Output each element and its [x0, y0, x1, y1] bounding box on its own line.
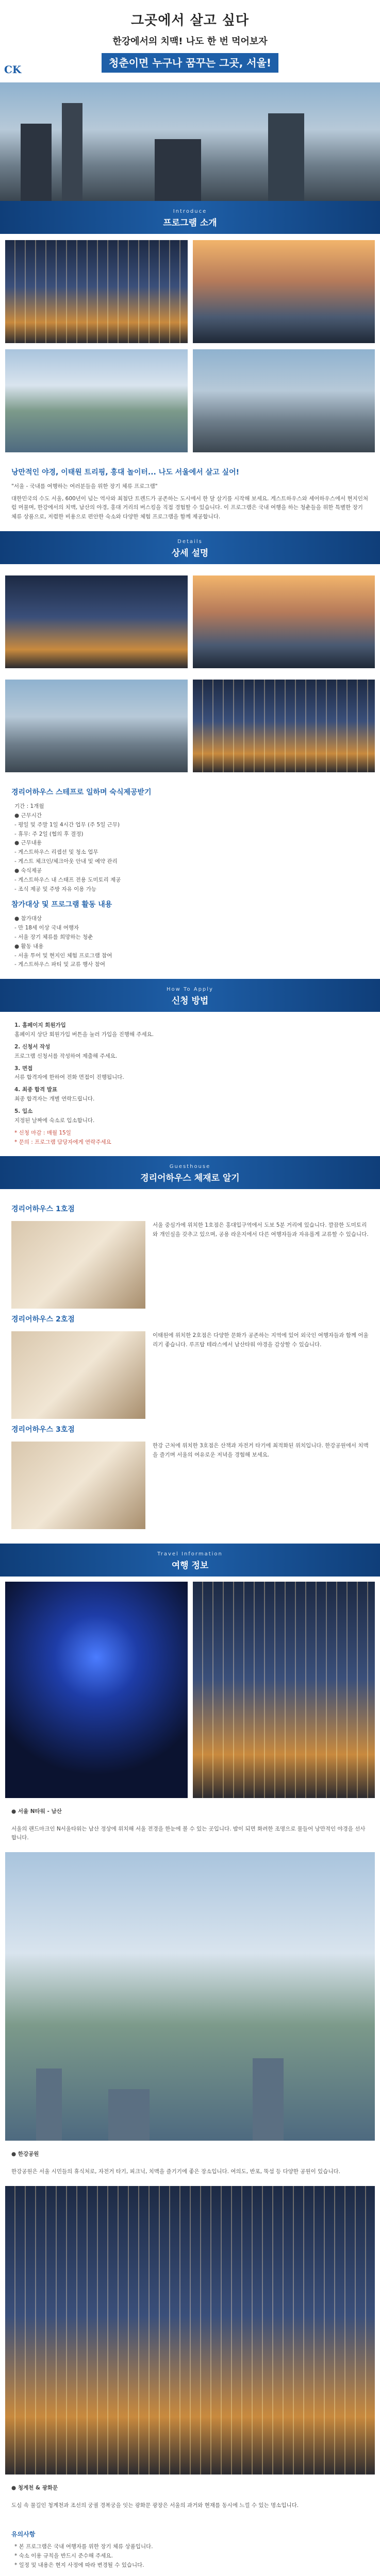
building-silhouette — [36, 2069, 62, 2141]
apply-step-desc: 프로그램 신청서를 작성하여 제출해 주세요. — [14, 1053, 118, 1059]
intro-banner — [0, 201, 380, 234]
skyline-photo — [193, 240, 375, 343]
notice-line: * 본 프로그램은 국내 여행자를 위한 장기 체류 상품입니다. — [14, 2544, 153, 2550]
details-banner-title: 상세 설명 — [171, 548, 209, 559]
list-item: ● 숙식제공 — [14, 867, 42, 874]
night-street-photo — [193, 1582, 375, 1798]
notice-section — [0, 2515, 380, 2576]
details-photo-row — [0, 680, 380, 772]
room-title: 경리어하우스 1호점 — [11, 1205, 75, 1214]
room-photo — [11, 1331, 145, 1419]
list-item: - 게스트하우스 내 스태프 전용 도미토리 제공 — [14, 876, 121, 883]
apply-banner-title: 신청 방법 — [171, 996, 209, 1007]
intro-banner-title: 프로그램 소개 — [163, 218, 217, 228]
hero-highlight: 청춘이면 누구나 꿈꾸는 그곳, 서울! — [102, 53, 278, 73]
hero-title: 그곳에서 살고 싶다 — [130, 13, 250, 28]
apply-step-desc: 서류 합격자에 한하여 전화 면접이 진행됩니다. — [14, 1074, 124, 1081]
spot-caption: ● 청계천 & 광화문 — [11, 2485, 58, 2491]
details-heading-2: 참가대상 및 프로그램 활동 내용 — [11, 901, 112, 909]
apply-note: * 문의 : 프로그램 담당자에게 연락주세요 — [14, 1139, 111, 1145]
lake-photo — [193, 575, 375, 668]
apply-step-desc: 지정된 날짜에 숙소로 입소합니다. — [14, 1117, 95, 1124]
apply-section — [0, 1012, 380, 1156]
travel-banner-title: 여행 정보 — [171, 1560, 209, 1571]
room-row — [11, 1442, 369, 1529]
building-silhouette — [21, 124, 52, 201]
hero-subtitle: 한강에서의 치맥! 나도 한 번 먹어보자 — [112, 36, 268, 47]
list-item: ● 참가대상 — [14, 916, 42, 922]
spot-caption: ● 서울 N타워 - 남산 — [11, 1808, 62, 1815]
room-title: 경리어하우스 3호점 — [11, 1425, 75, 1434]
room-row — [11, 1331, 369, 1419]
details-photo-row — [0, 570, 380, 673]
hero-header — [0, 0, 380, 82]
details-list-2 — [11, 914, 369, 970]
details-list-1 — [11, 802, 369, 894]
hero-city-photo — [0, 82, 380, 201]
building-silhouette — [155, 139, 201, 201]
apply-note: * 신청 마감 : 매월 15일 — [14, 1129, 71, 1136]
apply-step: 4. 최종 합격 발표 — [14, 1087, 58, 1093]
room-desc: 한강 근처에 위치한 3호점은 산책과 자전거 타기에 최적화된 위치입니다. 한강공원에서 치맥을 즐기며 서울의 여유로운 저녁을 경험해 보세요. — [153, 1442, 369, 1458]
duck-photo — [5, 575, 188, 668]
brand-logo: CK — [4, 63, 22, 76]
intro-photo-row — [0, 349, 380, 452]
cheonggyecheon-photo — [5, 2186, 375, 2475]
list-item: ● 근무내용 — [14, 840, 42, 846]
details-banner — [0, 531, 380, 564]
river-photo — [5, 349, 188, 452]
room-title: 경리어하우스 2호점 — [11, 1315, 75, 1324]
intro-heading: 낭만적인 야경, 이태원 트리핑, 홍대 놀이터... 나도 서울에서 살고 싶어! — [11, 468, 239, 477]
list-item: - 게스트하우스 리셉션 및 청소 업무 — [14, 849, 98, 856]
travel-photo-row — [0, 1577, 380, 1803]
list-item: 기간 : 1개월 — [14, 803, 44, 809]
notice-title: 유의사항 — [11, 2530, 36, 2538]
street-photo — [193, 349, 375, 452]
apply-step: 5. 입소 — [14, 1108, 33, 1115]
list-item: - 게스트 체크인/체크아웃 안내 및 예약 관리 — [14, 858, 118, 865]
spot-desc: 도심 속 물길인 청계천과 조선의 궁궐 경복궁을 잇는 광화문 광장은 서울의 과거와 현재를 동시에 느낄 수 있는 명소입니다. — [11, 2502, 299, 2509]
spot-desc: 한강공원은 서울 시민들의 휴식처로, 자전거 타기, 피크닉, 치맥을 즐기기에 좋은 장소입니다. 여의도, 반포, 뚝섬 등 다양한 공원이 있습니다. — [11, 2168, 340, 2175]
room-desc: 이태원에 위치한 2호점은 다양한 문화가 공존하는 지역에 있어 외국인 여행자들과 함께 어울리기 좋습니다. 루프탑 테라스에서 남산타워 야경을 감상할 수 있습니다. — [153, 1332, 369, 1348]
building-silhouette — [268, 113, 304, 201]
namsan-tower-photo — [5, 1582, 188, 1798]
night-city-photo — [5, 240, 188, 343]
room-row — [11, 1221, 369, 1309]
tower-day-photo — [5, 680, 188, 772]
intro-sub: "서울 - 국내를 여행하는 여러분들을 위한 장기 체류 프로그램" — [11, 483, 158, 489]
house-banner — [0, 1156, 380, 1189]
intro-photo-row — [0, 240, 380, 343]
apply-step: 1. 홈페이지 회원가입 — [14, 1022, 66, 1029]
intro-banner-en: Introduce — [173, 209, 207, 214]
han-river-photo — [5, 1852, 375, 2141]
list-item: ● 활동 내용 — [14, 943, 44, 950]
apply-banner-en: How To Apply — [167, 987, 213, 993]
intro-body: 대한민국의 수도 서울, 600년이 넘는 역사와 최첨단 트렌드가 공존하는 도시에서 한 달 살기를 시작해 보세요. 게스트하우스와 셰어하우스에서 현지인처럼 머물며, 한강에서의 치맥, 남산의 야경, 홍대 거리의 버스킹을 직접 경험할 수 있습니다. 이 프로그램은 국내 여행을 하는 청춘들을 위한 특별한 장기 체류 상품으로, 저렴한 비용으로 편안한 숙소와 다양한 체험 프로그램을 함께 제공합니다. — [11, 495, 369, 520]
list-item: - 조식 제공 및 주방 자유 이용 가능 — [14, 886, 97, 892]
house-banner-en: Guesthouse — [169, 1164, 211, 1170]
travel-banner-en: Travel Information — [157, 1551, 223, 1557]
notice-line: * 일정 및 내용은 현지 사정에 따라 변경될 수 있습니다. — [14, 2562, 144, 2568]
travel-banner — [0, 1544, 380, 1577]
intro-section — [0, 452, 380, 531]
house-banner-title: 경리어하우스 체재로 알기 — [140, 1173, 240, 1184]
building-silhouette — [62, 103, 82, 201]
room-photo — [11, 1221, 145, 1309]
room-desc: 서울 중심가에 위치한 1호점은 홍대입구역에서 도보 5분 거리에 있습니다. 깔끔한 도미토리와 개인실을 갖추고 있으며, 공용 라운지에서 다른 여행자들과 자유롭게 교류할 수 있습니다. — [153, 1222, 369, 1238]
building-silhouette — [253, 2058, 284, 2141]
apply-step-desc: 최종 합격자는 개별 연락드립니다. — [14, 1096, 95, 1103]
room-photo — [11, 1442, 145, 1529]
apply-step: 3. 면접 — [14, 1065, 33, 1072]
list-item: - 만 18세 이상 국내 여행자 — [14, 925, 79, 931]
list-item: - 휴무: 주 2일 (협의 후 결정) — [14, 831, 84, 837]
house-section — [0, 1189, 380, 1543]
details-heading-1: 경리어하우스 스테프로 일하며 숙식제공받기 — [11, 788, 152, 797]
details-banner-en: Details — [177, 539, 203, 545]
apply-banner — [0, 979, 380, 1012]
list-item: ● 근무시간 — [14, 812, 42, 819]
spot-caption: ● 한강공원 — [11, 2151, 39, 2158]
list-item: - 평일 및 주말 1일 4시간 업무 (주 5일 근무) — [14, 821, 120, 828]
building-silhouette — [108, 2089, 150, 2141]
list-item: - 서울 장기 체류를 희망하는 청춘 — [14, 934, 93, 940]
palace-night-photo — [193, 680, 375, 772]
apply-step-desc: 홈페이지 상단 회원가입 버튼을 눌러 가입을 진행해 주세요. — [14, 1031, 154, 1038]
list-item: - 서울 투어 및 현지인 체험 프로그램 참여 — [14, 952, 112, 959]
spot-desc: 서울의 랜드마크인 N서울타워는 남산 정상에 위치해 서울 전경을 한눈에 볼 수 있는 곳입니다. 밤이 되면 화려한 조명으로 물들어 낭만적인 야경을 선사합니다. — [11, 1825, 366, 1841]
notice-line: * 숙소 이용 규칙을 반드시 준수해 주세요. — [14, 2552, 113, 2559]
list-item: - 게스트하우스 파티 및 교류 행사 참여 — [14, 961, 105, 968]
apply-step: 2. 신청서 작성 — [14, 1043, 51, 1050]
details-section — [0, 772, 380, 979]
